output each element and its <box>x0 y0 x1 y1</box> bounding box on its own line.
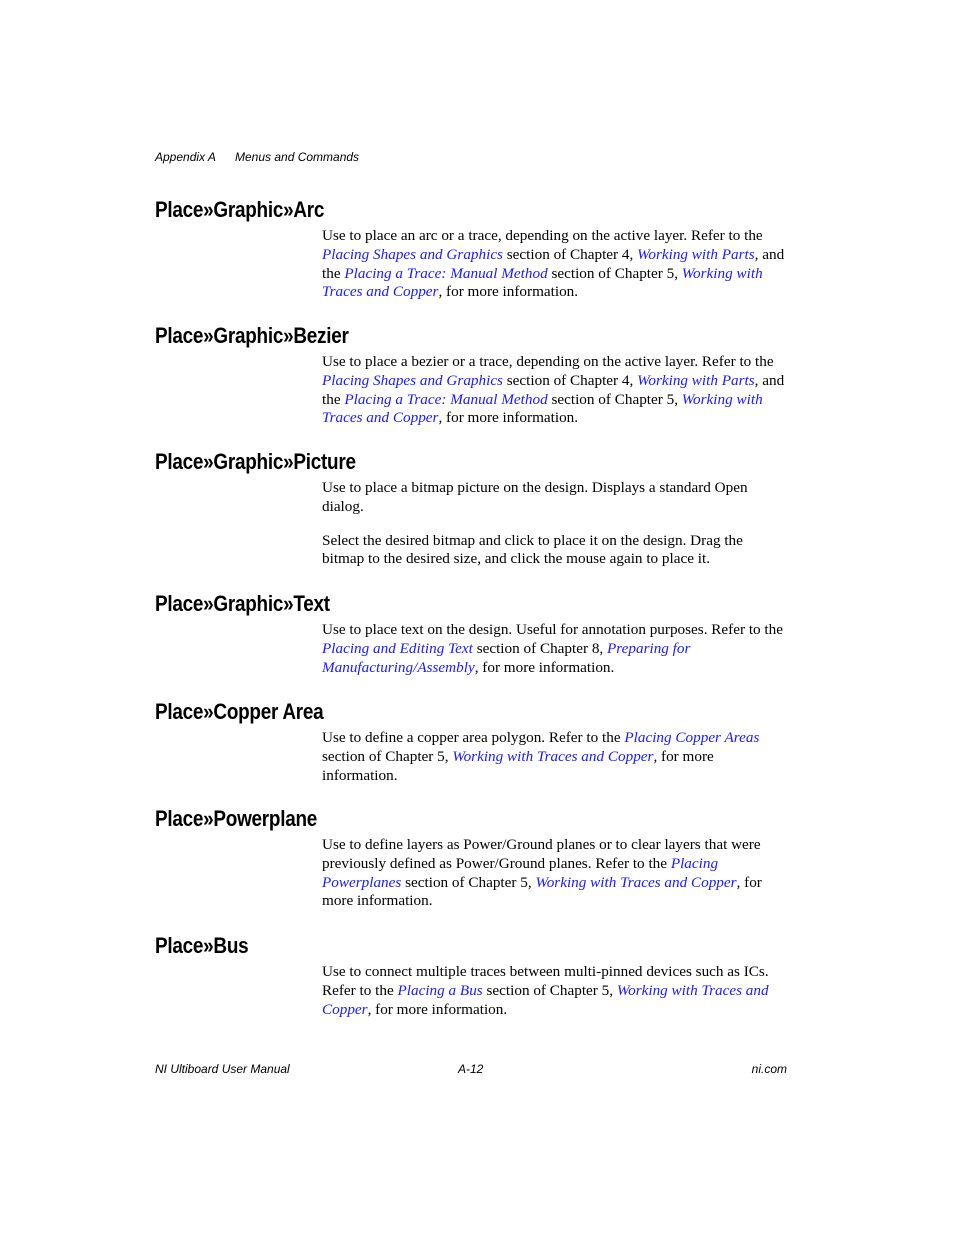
running-header <box>155 150 360 164</box>
link-placing-trace[interactable]: Placing a Trace: Manual Method <box>344 390 548 408</box>
section-title: Place»Graphic»Arc <box>155 197 325 222</box>
section-body <box>322 479 787 569</box>
text-run: section of Chapter 5, <box>322 747 453 765</box>
section-powerplane <box>155 806 795 911</box>
text-run: section of Chapter 8, <box>472 639 608 657</box>
link-placing-shapes[interactable]: Placing Shapes and Graphics <box>322 371 503 389</box>
link-working-traces-copper[interactable]: Working with Traces and Copper <box>322 390 763 427</box>
text-run: , for more information. <box>474 658 615 676</box>
link-working-with-parts[interactable]: Working with Parts <box>637 245 755 263</box>
section-copper-area <box>155 699 795 785</box>
text-run: Use to place a bezier or a trace, depending on the active layer. Refer to the <box>322 353 774 370</box>
paragraph <box>322 227 787 302</box>
link-placing-shapes[interactable]: Placing Shapes and Graphics <box>322 245 503 263</box>
paragraph <box>322 353 787 428</box>
link-working-traces-copper[interactable]: Working with Traces and Copper <box>322 981 769 1018</box>
text-run: Use to place an arc or a trace, depending on the active layer. Refer to the <box>322 227 763 244</box>
text-run: Use to define a copper area polygon. Refer to the <box>322 729 625 746</box>
section-graphic-bezier <box>155 323 795 428</box>
text-run: section of Chapter 4, <box>502 245 638 263</box>
section-title: Place»Graphic»Text <box>155 591 330 616</box>
section-graphic-picture <box>155 449 795 569</box>
footer-website: ni.com <box>751 1062 787 1076</box>
section-body <box>322 729 787 785</box>
link-placing-editing-text[interactable]: Placing and Editing Text <box>322 639 473 657</box>
section-body <box>322 227 787 302</box>
text-run: , and the <box>322 371 785 408</box>
link-placing-copper-areas[interactable]: Placing Copper Areas <box>624 729 760 746</box>
text-run: , and the <box>322 245 785 282</box>
section-body <box>322 621 787 677</box>
paragraph: Select the desired bitmap and click to place it on the design. Drag the bitmap to the desired size, and click the mouse again to place it. <box>322 531 743 568</box>
link-working-with-parts[interactable]: Working with Parts <box>637 371 755 389</box>
section-graphic-arc <box>155 197 795 302</box>
text-run: , for more information. <box>438 283 579 301</box>
section-bus <box>155 933 795 1019</box>
text-run: section of Chapter 5, <box>401 873 536 891</box>
section-body <box>322 836 787 911</box>
text-run: section of Chapter 5, <box>482 981 617 999</box>
footer-manual-title: NI Ultiboard User Manual <box>155 1062 290 1076</box>
paragraph <box>322 729 787 785</box>
appendix-label: Appendix A <box>155 150 216 164</box>
paragraph: Use to place a bitmap picture on the design. Displays a standard Open dialog. <box>322 479 748 515</box>
section-title: Place»Graphic»Picture <box>155 449 356 474</box>
text-run: Use to define layers as Power/Ground planes or to clear layers that were previously defined as Power/Ground planes. Refer to the <box>322 836 761 872</box>
link-working-traces-copper[interactable]: Working with Traces and Copper <box>322 264 763 301</box>
text-run: Use to connect multiple traces between multi-pinned devices such as ICs. Refer to the <box>322 963 769 999</box>
text-run: , for more information. <box>367 1000 508 1018</box>
page-number: A-12 <box>458 1062 484 1076</box>
link-working-traces-copper[interactable]: Working with Traces and Copper <box>452 747 654 765</box>
section-title: Place»Copper Area <box>155 699 324 724</box>
text-run: , for more information. <box>322 747 714 784</box>
text-run: , for more information. <box>438 409 579 427</box>
paragraph <box>322 621 787 677</box>
section-body <box>322 353 787 428</box>
text-run: section of Chapter 5, <box>547 390 682 408</box>
link-placing-trace[interactable]: Placing a Trace: Manual Method <box>344 264 548 282</box>
text-run: Use to place text on the design. Useful for annotation purposes. Refer to the <box>322 621 783 638</box>
section-title: Place»Graphic»Bezier <box>155 323 349 348</box>
section-body <box>322 963 787 1019</box>
section-title: Place»Powerplane <box>155 806 318 831</box>
text-run: section of Chapter 5, <box>547 264 682 282</box>
chapter-label: Menus and Commands <box>235 150 360 164</box>
link-placing-a-bus[interactable]: Placing a Bus <box>397 981 483 999</box>
text-run: , for more information. <box>322 873 762 910</box>
link-preparing-manufacturing[interactable]: Preparing for Manufacturing/Assembly <box>322 639 691 676</box>
section-title: Place»Bus <box>155 933 249 958</box>
link-working-traces-copper[interactable]: Working with Traces and Copper <box>535 873 737 891</box>
link-placing-powerplanes[interactable]: Placing Powerplanes <box>322 854 719 891</box>
section-graphic-text <box>155 591 795 677</box>
text-run: section of Chapter 4, <box>502 371 638 389</box>
paragraph <box>322 963 787 1019</box>
paragraph <box>322 836 787 911</box>
